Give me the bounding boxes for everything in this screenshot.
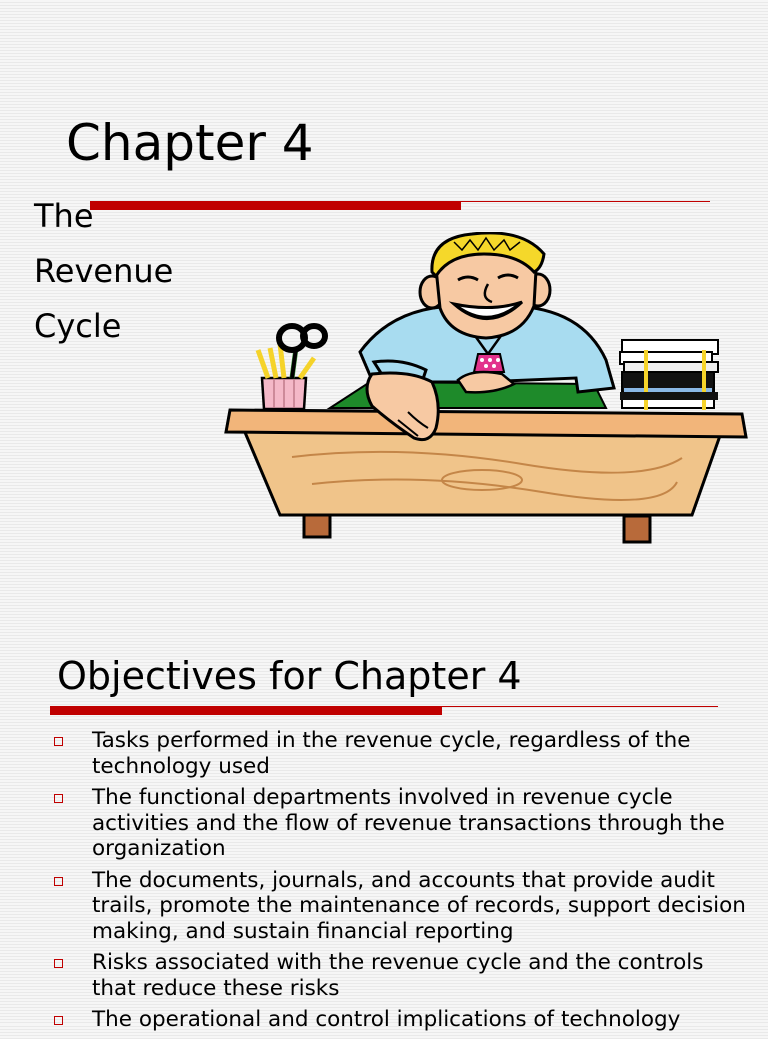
list-item-text: The operational and control implications of technology	[92, 1007, 681, 1032]
list-item-text: Tasks performed in the revenue cycle, regardless of the technology used	[92, 728, 691, 779]
slide-subtitle	[34, 189, 234, 354]
subtitle-line: Revenue	[34, 252, 174, 290]
hollow-square-bullet-icon	[54, 959, 63, 968]
list-item-text: The documents, journals, and accounts that provide audit trails, promote the maintenance of records, support decision making, and sustain financial reporting	[92, 867, 746, 944]
hollow-square-bullet-icon	[54, 737, 63, 746]
title-underline-thick	[50, 706, 442, 715]
slide-title: Chapter 4	[66, 114, 314, 172]
list-item-text: The functional departments involved in revenue cycle activities and the flow of revenue transactions through the organization	[92, 785, 725, 861]
man-at-desk-clipart	[222, 232, 752, 547]
list-item	[50, 728, 750, 779]
subtitle-line: Cycle	[34, 307, 122, 345]
objectives-slide	[0, 612, 768, 1032]
list-item	[50, 785, 750, 862]
hollow-square-bullet-icon	[54, 877, 63, 886]
list-item	[50, 1007, 750, 1033]
list-item-text: Risks associated with the revenue cycle and the controls that reduce these risks	[92, 950, 704, 1001]
slide-title: Objectives for Chapter 4	[57, 654, 522, 698]
list-item	[50, 950, 750, 1001]
subtitle-line: The	[34, 197, 94, 235]
list-item	[50, 868, 750, 945]
objectives-list	[50, 728, 750, 1039]
hollow-square-bullet-icon	[54, 794, 63, 803]
